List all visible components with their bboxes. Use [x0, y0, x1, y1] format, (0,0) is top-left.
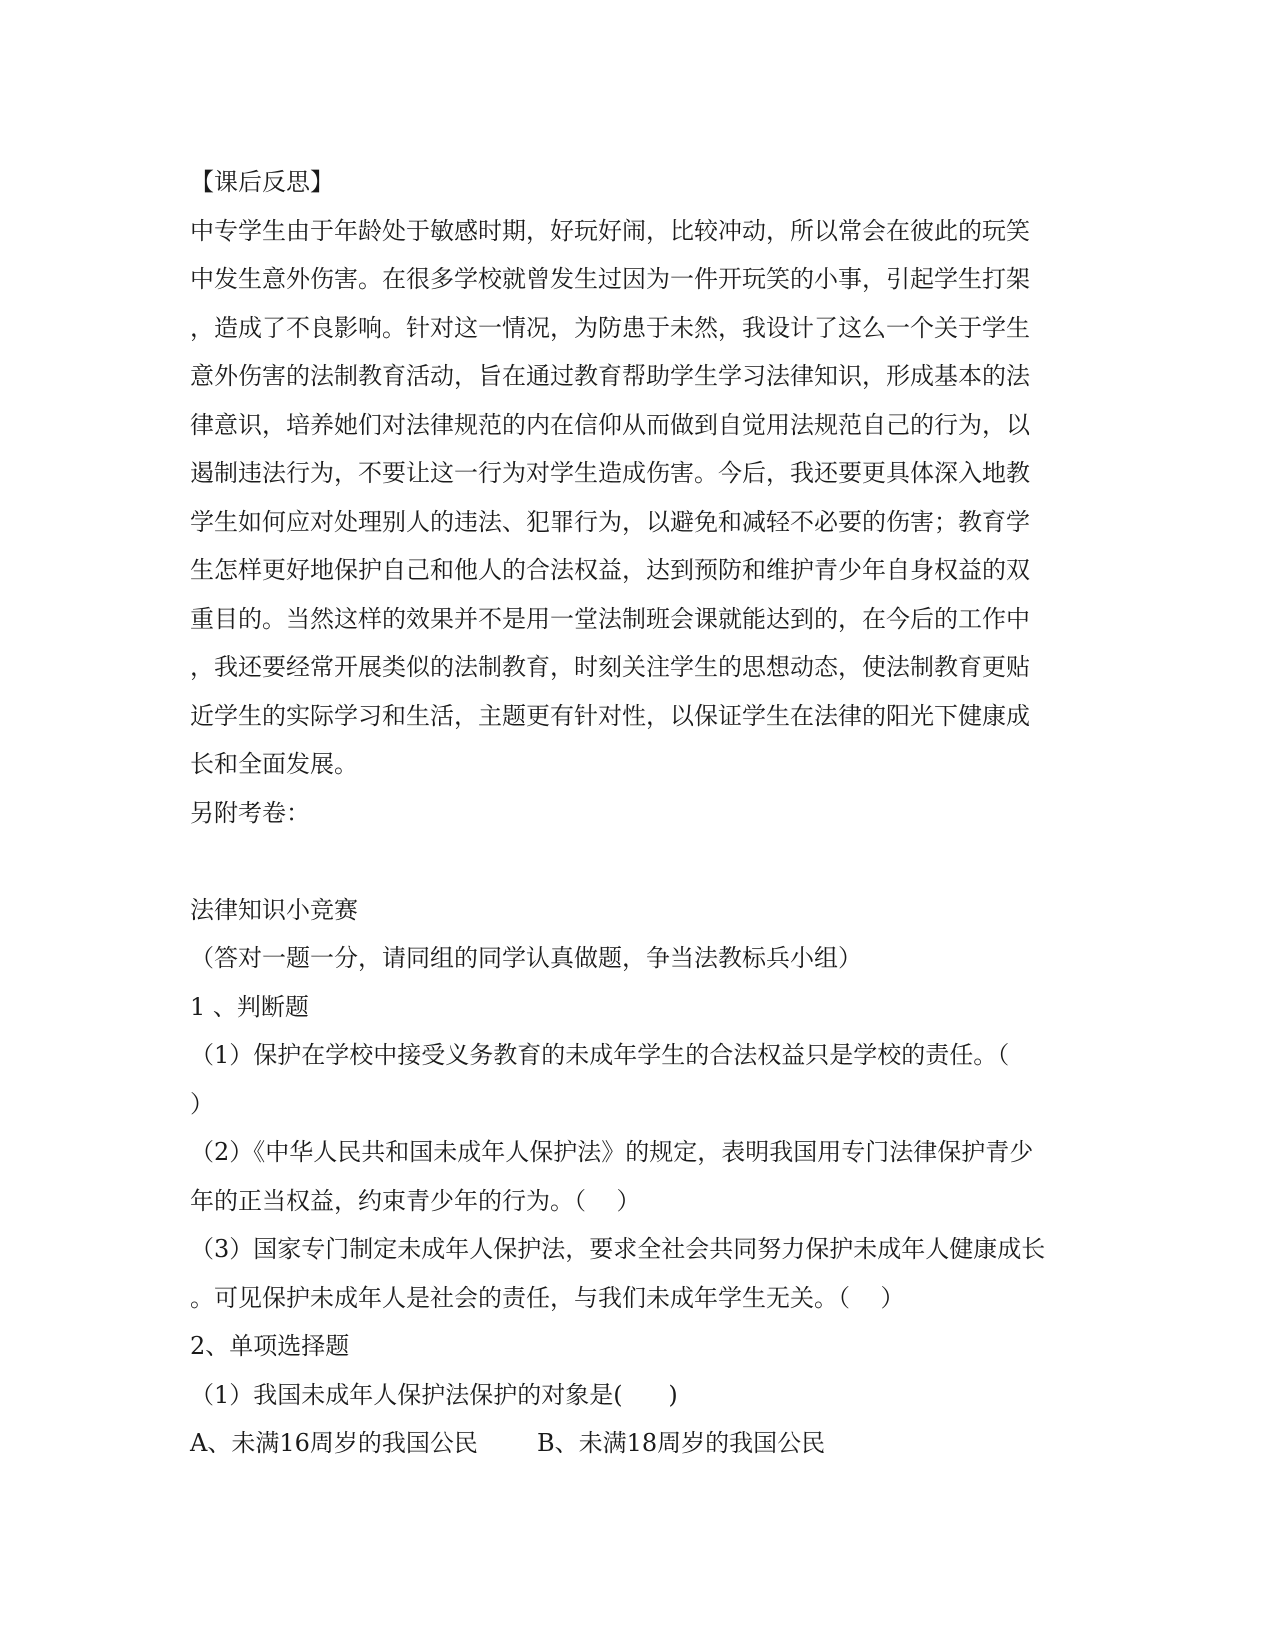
option-a: A、未满16周岁的我国公民 [190, 1429, 478, 1457]
reflection-line: 中发生意外伤害。在很多学校就曾发生过因为一件开玩笑的小事，引起学生打架 [190, 265, 1030, 293]
reflection-line: 遏制违法行为，不要让这一行为对学生造成伤害。今后，我还要更具体深入地教 [190, 459, 1030, 487]
blank-line [190, 837, 1080, 886]
question-1-line-2: ） [190, 1089, 214, 1118]
reflection-line: 意外伤害的法制教育活动，旨在通过教育帮助学生学习法律知识，形成基本的法 [190, 362, 1030, 390]
question-2-line-2: 年的正当权益，约束青少年的行为。（ ） [190, 1186, 641, 1215]
option-b: B、未满18周岁的我国公民 [537, 1429, 826, 1457]
reflection-line: 学生如何应对处理别人的违法、犯罪行为，以避免和减轻不必要的伤害；教育学 [190, 507, 1030, 536]
question-1-line-1: （1）保护在学校中接受义务教育的未成年学生的合法权益只是学校的责任。（ [190, 1041, 1010, 1069]
choice-question-1: （1）我国未成年人保护法保护的对象是( ) [190, 1380, 678, 1409]
reflection-line: 重目的。当然这样的效果并不是用一堂法制班会课就能达到的，在今后的工作中 [190, 604, 1030, 633]
reflection-line: ，我还要经常开展类似的法制教育，时刻关注学生的思想动态，使法制教育更贴 [190, 653, 1030, 681]
question-2-line-1: （2）《中华人民共和国未成年人保护法》的规定，表明我国用专门法律保护青少 [190, 1138, 1034, 1166]
reflection-line: 律意识，培养她们对法律规范的内在信仰从而做到自觉用法规范自己的行为，以 [190, 410, 1030, 439]
section-heading-single-choice: 2、单项选择题 [190, 1332, 350, 1360]
choice-options-row [190, 1419, 1080, 1468]
question-3-line-1: （3）国家专门制定未成年人保护法，要求全社会共同努力保护未成年人健康成长 [190, 1235, 1046, 1263]
reflection-line: ，造成了不良影响。针对这一情况，为防患于未然，我设计了这么一个关于学生 [190, 313, 1030, 342]
section-heading-true-false: 1 、判断题 [190, 992, 309, 1021]
reflection-heading: 【课后反思】 [190, 168, 334, 196]
reflection-line: 长和全面发展。 [190, 750, 358, 778]
quiz-title: 法律知识小竞赛 [190, 895, 358, 924]
reflection-line: 生怎样更好地保护自己和他人的合法权益，达到预防和维护青少年自身权益的双 [190, 556, 1030, 584]
reflection-line: 近学生的实际学习和生活，主题更有针对性，以保证学生在法律的阳光下健康成 [190, 701, 1030, 730]
quiz-instructions: （答对一题一分，请同组的同学认真做题，争当法教标兵小组） [190, 944, 862, 972]
attachment-note: 另附考卷： [190, 798, 310, 827]
reflection-line: 中专学生由于年龄处于敏感时期，好玩好闹，比较冲动，所以常会在彼此的玩笑 [190, 216, 1030, 245]
question-3-line-2: 。可见保护未成年人是社会的责任，与我们未成年学生无关。（ ） [190, 1283, 905, 1312]
document-body [190, 158, 1080, 1468]
